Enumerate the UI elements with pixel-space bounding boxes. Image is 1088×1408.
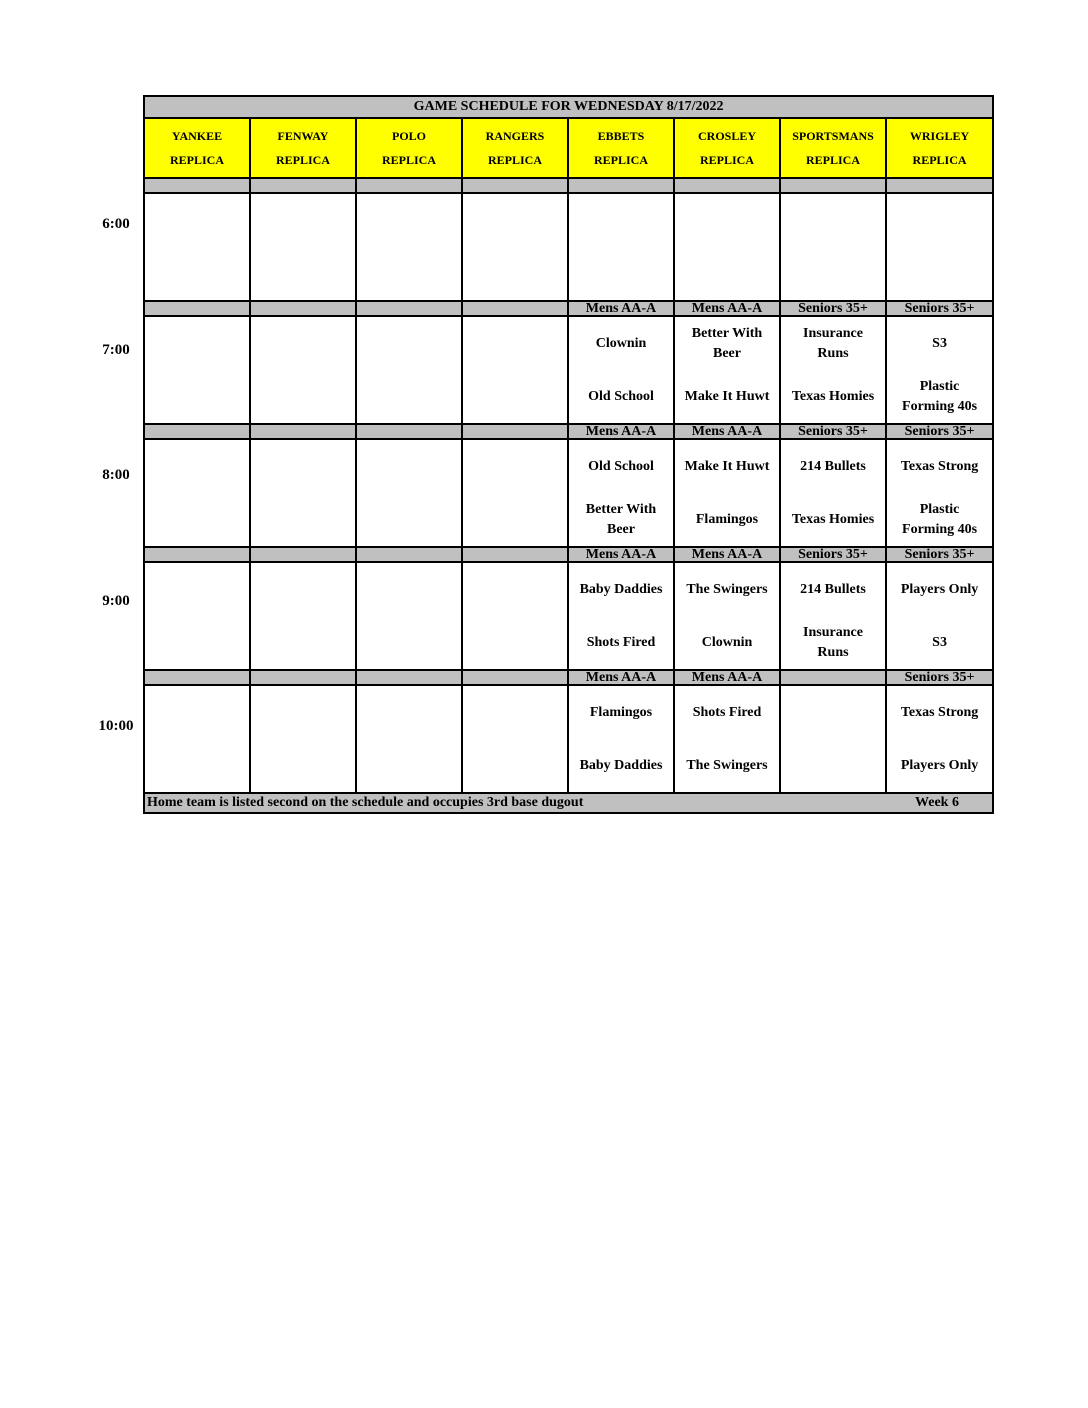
game-cell (144, 685, 250, 793)
visitor-team (463, 194, 567, 247)
division-label: Mens AA-A (674, 424, 780, 439)
visitor-team (251, 563, 355, 616)
home-team: Plastic Forming 40s (902, 378, 978, 414)
visitor-team: S3 (932, 335, 947, 351)
visitor-team: Make It Huwt (684, 458, 770, 474)
home-team: Flamingos (695, 511, 759, 527)
visitor-team: Players Only (900, 581, 979, 597)
visitor-team: 214 Bullets (800, 458, 866, 474)
home-team: Baby Daddies (579, 757, 663, 773)
division-label (250, 670, 356, 685)
game-cell (462, 316, 568, 424)
visitor-team (145, 686, 249, 739)
division-label (144, 547, 250, 562)
visitor-team: Better With Beer (691, 325, 763, 361)
home-team (357, 370, 461, 423)
visitor-team (145, 440, 249, 493)
home-team: Insurance Runs (803, 624, 863, 660)
visitor-team (357, 194, 461, 247)
division-label (462, 424, 568, 439)
home-team: Texas Homies (791, 388, 875, 404)
visitor-team (251, 317, 355, 370)
division-label (356, 670, 462, 685)
visitor-team (463, 317, 567, 370)
division-label: Mens AA-A (568, 301, 674, 316)
game-cell (356, 193, 462, 301)
game-cell (356, 439, 462, 547)
field-name: RANGERS (485, 129, 545, 143)
division-label (356, 547, 462, 562)
game-row (144, 685, 993, 793)
game-cell (674, 439, 780, 547)
week-label: Week 6 (915, 795, 959, 810)
game-cell (250, 193, 356, 301)
division-label (356, 301, 462, 316)
division-row (144, 547, 993, 562)
field-name: WRIGLEY (909, 129, 970, 143)
game-cell (674, 562, 780, 670)
home-team (463, 247, 567, 300)
field-subtitle: REPLICA (805, 153, 860, 167)
field-header (674, 118, 780, 178)
home-team: Players Only (900, 757, 979, 773)
home-team (887, 247, 992, 300)
field-header-row (144, 118, 993, 178)
time-label: 10:00 (98, 718, 134, 734)
visitor-team: Insurance Runs (803, 325, 863, 361)
game-cell (250, 685, 356, 793)
game-cell (144, 562, 250, 670)
game-cell (462, 562, 568, 670)
game-cell (144, 193, 250, 301)
home-team: Shots Fired (586, 634, 656, 650)
game-cell (780, 439, 886, 547)
home-team: Better With Beer (585, 501, 657, 537)
division-label: Seniors 35+ (886, 301, 993, 316)
time-label: 6:00 (102, 216, 130, 232)
division-label (674, 178, 780, 193)
visitor-team (357, 440, 461, 493)
visitor-team (145, 317, 249, 370)
home-team (357, 493, 461, 546)
game-cell (144, 439, 250, 547)
game-cell (780, 685, 886, 793)
game-row (144, 316, 993, 424)
visitor-team: Texas Strong (900, 704, 979, 720)
home-team: S3 (932, 634, 947, 650)
division-row (144, 178, 993, 193)
division-label: Seniors 35+ (780, 424, 886, 439)
field-header (568, 118, 674, 178)
home-team (569, 247, 673, 300)
field-subtitle: REPLICA (699, 153, 754, 167)
home-team (145, 493, 249, 546)
home-team (251, 370, 355, 423)
home-team (251, 739, 355, 792)
field-name: CROSLEY (697, 129, 756, 143)
game-cell (886, 193, 993, 301)
visitor-team (887, 194, 992, 247)
game-cell (674, 316, 780, 424)
division-label (462, 547, 568, 562)
game-cell (886, 685, 993, 793)
visitor-team (463, 563, 567, 616)
home-team-note: Home team is listed second on the schedule and occupies 3rd base dugout (147, 795, 584, 810)
division-label: Mens AA-A (568, 547, 674, 562)
visitor-team (569, 194, 673, 247)
division-label (568, 178, 674, 193)
division-label (144, 178, 250, 193)
game-cell (674, 193, 780, 301)
footer (144, 793, 993, 813)
home-team: Plastic Forming 40s (902, 501, 978, 537)
game-cell (886, 316, 993, 424)
game-row (144, 193, 993, 301)
field-subtitle: REPLICA (593, 153, 648, 167)
visitor-team (145, 194, 249, 247)
visitor-team: Flamingos (589, 704, 653, 720)
visitor-team: Old School (588, 458, 654, 474)
field-name: YANKEE (171, 129, 223, 143)
field-subtitle: REPLICA (912, 153, 967, 167)
division-label: Mens AA-A (568, 670, 674, 685)
division-label: Seniors 35+ (780, 301, 886, 316)
field-header (144, 118, 250, 178)
visitor-team (675, 194, 779, 247)
field-header (250, 118, 356, 178)
game-cell (462, 193, 568, 301)
game-cell (356, 685, 462, 793)
field-name: FENWAY (277, 129, 329, 143)
home-team (251, 247, 355, 300)
home-team (145, 739, 249, 792)
home-team: Texas Homies (791, 511, 875, 527)
home-team: Make It Huwt (684, 388, 770, 404)
game-cell (250, 316, 356, 424)
visitor-team (251, 686, 355, 739)
visitor-team (357, 563, 461, 616)
visitor-team: Baby Daddies (579, 581, 663, 597)
game-cell (780, 316, 886, 424)
division-label: Seniors 35+ (780, 547, 886, 562)
time-label: 9:00 (102, 593, 130, 609)
visitor-team (357, 686, 461, 739)
division-label (356, 424, 462, 439)
visitor-team (357, 317, 461, 370)
visitor-team (145, 563, 249, 616)
field-subtitle: REPLICA (487, 153, 542, 167)
division-label (462, 301, 568, 316)
time-label: 7:00 (102, 342, 130, 358)
game-cell (250, 562, 356, 670)
division-row (144, 424, 993, 439)
division-row (144, 670, 993, 685)
time-label: 8:00 (102, 467, 130, 483)
division-label (250, 301, 356, 316)
division-label (250, 547, 356, 562)
division-label (144, 670, 250, 685)
home-team (145, 247, 249, 300)
division-row (144, 301, 993, 316)
visitor-team: Texas Strong (900, 458, 979, 474)
game-cell (356, 316, 462, 424)
division-label (462, 178, 568, 193)
game-cell (780, 193, 886, 301)
footer-row (144, 793, 993, 813)
game-cell (462, 685, 568, 793)
visitor-team (781, 194, 885, 247)
home-team (357, 616, 461, 669)
division-label (144, 301, 250, 316)
field-header (462, 118, 568, 178)
home-team (463, 493, 567, 546)
home-team: The Swingers (686, 757, 768, 773)
field-header (780, 118, 886, 178)
schedule-table (143, 95, 994, 814)
home-team (781, 247, 885, 300)
visitor-team: 214 Bullets (800, 581, 866, 597)
home-team (463, 739, 567, 792)
division-label (462, 670, 568, 685)
home-team: Clownin (701, 634, 753, 650)
game-cell (886, 562, 993, 670)
visitor-team: The Swingers (686, 581, 768, 597)
division-label: Mens AA-A (674, 547, 780, 562)
field-name: EBBETS (597, 129, 645, 143)
division-label: Mens AA-A (674, 301, 780, 316)
visitor-team (251, 194, 355, 247)
field-name: SPORTSMANS (792, 129, 874, 143)
game-cell (568, 439, 674, 547)
division-label (886, 178, 993, 193)
game-cell (886, 439, 993, 547)
game-cell (568, 562, 674, 670)
game-cell (568, 316, 674, 424)
visitor-team (781, 686, 885, 739)
visitor-team (463, 440, 567, 493)
game-cell (144, 316, 250, 424)
game-cell (674, 685, 780, 793)
game-row (144, 439, 993, 547)
visitor-team (463, 686, 567, 739)
game-cell (780, 562, 886, 670)
division-label: Seniors 35+ (886, 547, 993, 562)
division-label: Seniors 35+ (886, 424, 993, 439)
division-label (356, 178, 462, 193)
home-team: Old School (588, 388, 654, 404)
game-row (144, 562, 993, 670)
field-name: POLO (391, 129, 426, 143)
home-team (145, 370, 249, 423)
schedule-title: GAME SCHEDULE FOR WEDNESDAY 8/17/2022 (144, 96, 993, 118)
field-subtitle: REPLICA (381, 153, 436, 167)
division-label: Seniors 35+ (886, 670, 993, 685)
division-label (780, 178, 886, 193)
home-team (145, 616, 249, 669)
title-row (144, 96, 993, 118)
home-team (781, 739, 885, 792)
home-team (675, 247, 779, 300)
division-label (780, 670, 886, 685)
division-label (144, 424, 250, 439)
field-header (886, 118, 993, 178)
home-team (357, 247, 461, 300)
game-cell (250, 439, 356, 547)
home-team (251, 493, 355, 546)
field-subtitle: REPLICA (275, 153, 330, 167)
field-subtitle: REPLICA (169, 153, 224, 167)
visitor-team (251, 440, 355, 493)
visitor-team: Shots Fired (692, 704, 762, 720)
division-label: Mens AA-A (568, 424, 674, 439)
game-cell (568, 685, 674, 793)
division-label (250, 178, 356, 193)
home-team (463, 370, 567, 423)
division-label (250, 424, 356, 439)
division-label: Mens AA-A (674, 670, 780, 685)
visitor-team: Clownin (595, 335, 647, 351)
game-cell (356, 562, 462, 670)
home-team (357, 739, 461, 792)
home-team (251, 616, 355, 669)
field-header (356, 118, 462, 178)
game-cell (462, 439, 568, 547)
game-cell (568, 193, 674, 301)
home-team (463, 616, 567, 669)
